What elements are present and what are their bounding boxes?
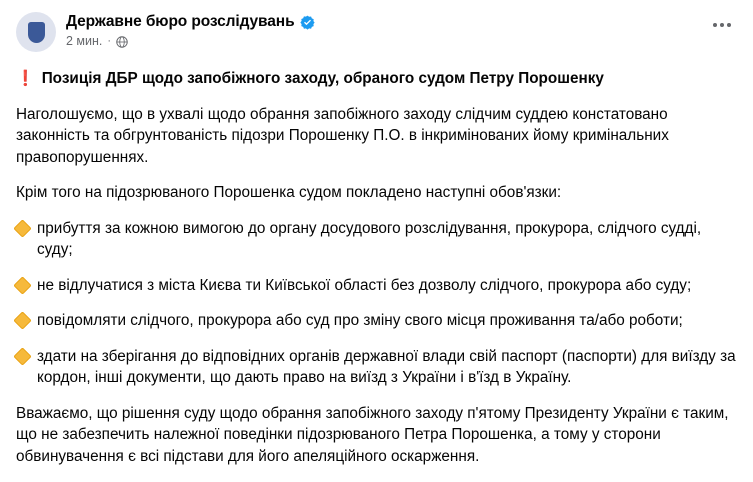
post-closing-paragraph: Вважаємо, що рішення суду щодо обрання запобіжного заходу п'ятому Президенту України є таким, що не забезпечить належної поведінки підозрюваного Петра Порошенка, а тому у сторони обвинувачення є всі підстави для його апеляційного оскарження. [16,404,729,465]
post-meta [66,34,737,48]
list-item [16,218,737,261]
verified-badge-icon [300,15,315,30]
list-item [16,346,737,389]
page-avatar-shield-icon [28,22,45,43]
post-body [16,68,737,467]
post-title [16,68,737,90]
diamond-bullet-icon [13,219,31,237]
list-item-text: не відлучатися з міста Києва ти Київської області без дозволу слідчого, прокурора або суду; [37,276,692,294]
diamond-bullet-icon [13,311,31,329]
page-name[interactable]: Державне бюро розслідувань [66,13,295,30]
avatar[interactable] [16,12,56,52]
list-item [16,275,737,297]
globe-icon[interactable] [116,36,128,48]
page-name-row [66,13,737,31]
exclamation-icon: ❗ [16,70,35,87]
more-dot [713,23,717,27]
more-options-icon[interactable] [707,14,737,36]
diamond-bullet-icon [13,276,31,294]
post-header-text [66,12,737,48]
post-timestamp[interactable]: 2 мин. [66,34,103,48]
list-item [16,310,737,332]
list-item-text: здати на зберігання до відповідних органів державної влади свій паспорт (паспорти) для виїзду за кордон, інші документи, що дають право на виїзд з України і в'їзд в Україну. [37,347,736,386]
meta-separator: · [107,34,112,47]
list-item-text: прибуття за кожною вимогою до органу досудового розслідування, прокурора, слідчого судді, суду; [37,219,702,258]
post-header [16,12,737,58]
post-paragraph: Крім того на підозрюваного Порошенка судом покладено наступні обов'язки: [16,184,562,201]
post-title-text: Позиція ДБР щодо запобіжного заходу, обраного судом Петру Порошенку [41,70,604,87]
diamond-bullet-icon [13,347,31,365]
list-item-text: повідомляти слідчого, прокурора або суд про зміну свого місця проживання та/або роботи; [37,312,683,329]
post-paragraph: Наголошуємо, що в ухвалі щодо обрання запобіжного заходу слідчим суддею констатовано законність та обгрунтованість підозри Порошенку П.О. в інкримінованих йому кримінальних правопорушеннях. [16,105,669,166]
more-dot [720,23,724,27]
more-dot [727,23,731,27]
